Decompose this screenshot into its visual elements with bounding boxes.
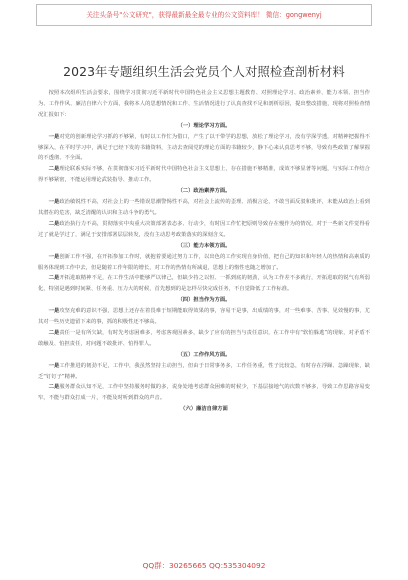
section-paragraph bbox=[38, 328, 370, 350]
paragraph-lead: 一是 bbox=[48, 253, 60, 260]
section-paragraph bbox=[38, 306, 370, 328]
paragraph-text: 服务群众认知不足，工作中坚持服务时做的多，说身处地考虑群众困难的时候少，下基层接地气的次数不够多，导致工作思路容易变窄，不能与群众打成一片，不能及时听到群众的声音。 bbox=[38, 384, 370, 402]
paragraph-text: 理论联系实际不够，在贯彻落实习近平新时代中国特色社会主义思想上，存在措施不够精准，成效不够显著等问题，与实际工作结合得不够紧密，不能运用理论武装指导、推动工作。 bbox=[38, 166, 370, 184]
footer-contact: QQ群：30265665 QQ:535304092 bbox=[142, 561, 266, 570]
paragraph-text: 开拓进取精神不足，在工作生活中能够严以律己，但缺少持之以恒、一抓到底的韧劲，认为工作差不多就行，开拓进取的锐气有所弱化，特别是遇到时间紧、任务重、压力大的时候，首先想到的是怎样尽快完成任务，不自觉降低了工作标准。 bbox=[38, 275, 370, 293]
paragraph-text: 对党的创新理论学习抓的不够紧，有时以工作忙为借口，产生了以干带学的思想，放松了理论学习，没有学深学透，对精神把握得不够深入，在平时学习中，满足于已经下发的书籍资料，主动去查阅党的理论方面的书籍较少，静下心来认真思考不够，导致有些政策了解掌握的不透彻、不全面。 bbox=[38, 133, 370, 162]
paragraph-lead: 二是 bbox=[48, 166, 60, 173]
paragraph-lead: 一是 bbox=[48, 133, 60, 140]
section-heading: （一）理论学习方面。 bbox=[177, 122, 231, 129]
paragraph-text: 工作推进的韧劲不足，工作中，我虽然坚持主动担当，但由于日常事务多，工作任务重，性子比较急，有时存在浮躁、急躁现象，缺乏“钉钉子”精神。 bbox=[38, 362, 370, 380]
section-paragraph bbox=[38, 382, 370, 404]
section-heading: （六）廉洁自律方面 bbox=[180, 406, 228, 413]
paragraph-text: 责任一是有所欠缺，有时先考虑困难多，考虑客观因素多，缺少了应有的担当与责任意识，在工作中有“软怕躲逃”的现象，对矛盾不敢触及、怕担责任，对问题不敢批评、怕得罪人。 bbox=[38, 329, 370, 347]
document-title: 2023年专题组织生活会党员个人对照检查剖析材料 bbox=[63, 64, 345, 79]
section-paragraph bbox=[38, 164, 370, 186]
paragraph-text: 政治敏锐性不高，对社会上的一些错误思潮警惕性不高，对社会上流传的歪理、消极言论，不敢当面反驳和批评，未能从政治上看到其潜在的危害，缺乏清醒的认识和主动斗争的勇气。 bbox=[38, 199, 370, 216]
section-paragraph bbox=[38, 132, 370, 165]
paragraph-lead: 二是 bbox=[48, 220, 60, 227]
section-paragraph bbox=[38, 273, 370, 295]
section-paragraph bbox=[38, 197, 370, 219]
intro-paragraph: 按照本次组织生活会要求，围绕学习贯彻习近平新时代中国特色社会主义思想主题教育、对照理论学习、政治素养、能力本领、担当作为、工作作风、廉洁自律六个方面，我将本人的思想情况和工作、生活情况进行了认真查找不足和剖析原因，提出整改措施，现将对照检查情况汇报如下： bbox=[38, 90, 370, 118]
paragraph-lead: 二是 bbox=[48, 329, 60, 336]
paragraph-text: 政治执行力不高，贯彻落实中央重大决策部署表态多、行动少，有时因工作忙把原则导致存在慢作为的情况，对于一些新文件觉得看过了就是学过了，满足于安排部署层层转发，没有主动思考政策落实的深刻含义。 bbox=[38, 220, 370, 238]
promo-banner: 关注头条号"公文研究"，获得最新最全最专业的公文资料库！ 微信：gongwenyj bbox=[36, 4, 372, 26]
paragraph-text: 创新工作不强，在开拓参加工作时，就抱着要通过努力工作，以出色的工作实现自身价值，把自己的知识和年轻人的热情和高素质的服务体现到工作中去，但是随着工作年限的增长，对工作的热情有所减退，思想上的惰性也随之增加了。 bbox=[38, 253, 370, 271]
section-heading: （四）担当作为方面。 bbox=[177, 297, 231, 304]
section-paragraph bbox=[38, 252, 370, 274]
paragraph-lead: 一是 bbox=[48, 199, 60, 206]
paragraph-lead: 二是 bbox=[48, 384, 60, 391]
paragraph-lead: 一是 bbox=[48, 308, 60, 315]
paragraph-lead: 一是 bbox=[48, 362, 60, 369]
section-paragraph bbox=[38, 361, 370, 383]
section-heading: （三）能力本领方面。 bbox=[177, 242, 231, 249]
paragraph-text: 攻坚克难的意识不强，思想上还存在着畏难于短期能取得效果的事，容易干是事，出成绩的事，对一些难事、苦事、见效慢的事，尤其对一些历史遗留下来的事，抓的积极性还不够高。 bbox=[38, 308, 370, 326]
section-heading: （五）工作作风方面。 bbox=[177, 351, 231, 358]
document-body bbox=[38, 88, 370, 415]
section-paragraph bbox=[38, 219, 370, 241]
paragraph-lead: 二是 bbox=[48, 275, 60, 282]
section-heading: （二）政治素养方面。 bbox=[177, 188, 231, 195]
